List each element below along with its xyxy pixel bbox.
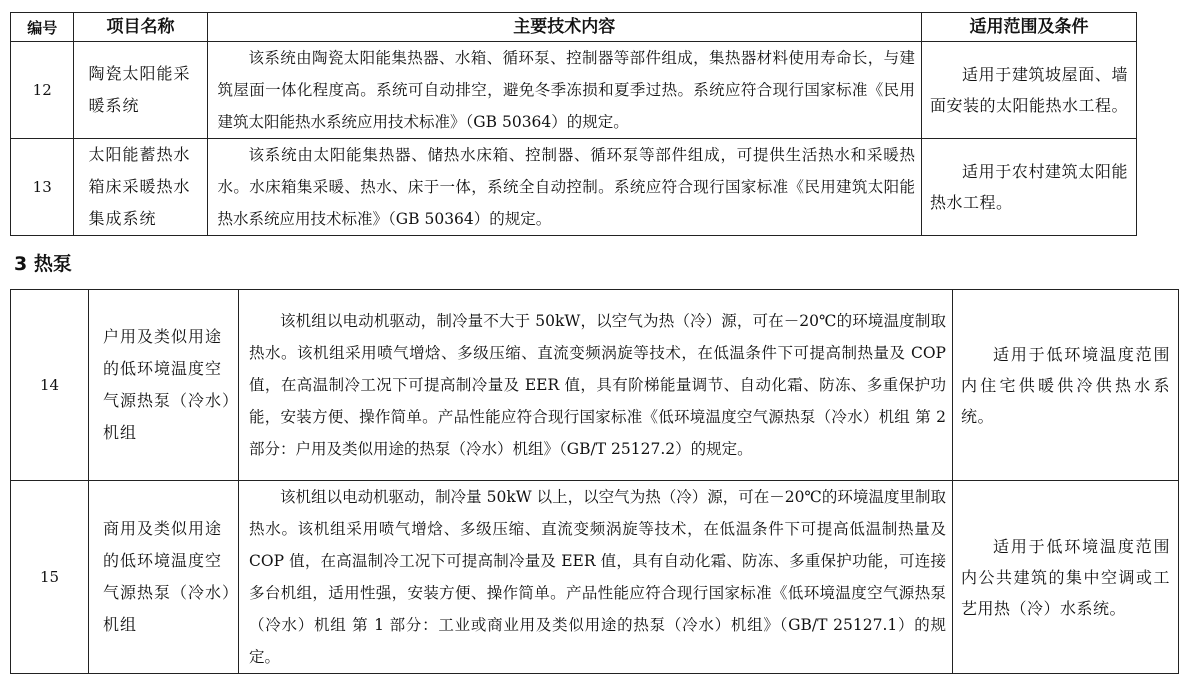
- header-content: 主要技术内容: [207, 13, 921, 42]
- row-name: 陶瓷太阳能采暖系统: [74, 42, 207, 139]
- row-id: 12: [11, 42, 74, 139]
- row-scope: 适用于农村建筑太阳能热水工程。: [922, 139, 1137, 236]
- row-scope: 适用于低环境温度范围内公共建筑的集中空调或工艺用热（冷）水系统。: [953, 481, 1179, 674]
- row-name: 商用及类似用途的低环境温度空气源热泵（冷水）机组: [89, 481, 239, 674]
- tech-table-heat-pump: [10, 289, 1179, 674]
- table-row: [11, 139, 1137, 236]
- header-scope: 适用范围及条件: [922, 13, 1137, 42]
- table-row: [11, 42, 1137, 139]
- row-id: 13: [11, 139, 74, 236]
- row-content: 该机组以电动机驱动，制冷量 50kW 以上，以空气为热（冷）源，可在－20℃的环境温度里制取热水。该机组采用喷气增焓、多级压缩、直流变频涡旋等技术，在低温条件下可提高低温制热量及 COP 值，在高温制冷工况下可提高制冷量及 EER 值，具有自动化霜、防冻、多重保护功能，可连接多台机组，适用性强，安装方便、操作简单。产品性能应符合现行国家标准《低环境温度空气源热泵（冷水）机组 第 1 部分：工业或商业用及类似用途的热泵（冷水）机组》（GB/T 25127.1）的规定。: [239, 481, 953, 674]
- row-scope: 适用于建筑坡屋面、墙面安装的太阳能热水工程。: [922, 42, 1137, 139]
- header-name: 项目名称: [74, 13, 207, 42]
- row-content: 该机组以电动机驱动，制冷量不大于 50kW，以空气为热（冷）源，可在－20℃的环境温度制取热水。该机组采用喷气增焓、多级压缩、直流变频涡旋等技术，在低温条件下可提高制热量及 COP 值，在高温制冷工况下可提高制冷量及 EER 值，具有阶梯能量调节、自动化霜、防冻、多重保护功能，安装方便、操作简单。产品性能应符合现行国家标准《低环境温度空气源热泵（冷水）机组 第 2 部分：户用及类似用途的热泵（冷水）机组》（GB/T 25127.2）的规定。: [239, 290, 953, 481]
- row-content: 该系统由陶瓷太阳能集热器、水箱、循环泵、控制器等部件组成，集热器材料使用寿命长，与建筑屋面一体化程度高。系统可自动排空，避免冬季冻损和夏季过热。系统应符合现行国家标准《民用建筑太阳能热水系统应用技术标准》（GB 50364）的规定。: [207, 42, 921, 139]
- table-header-row: [11, 13, 1137, 42]
- table-row: [11, 481, 1179, 674]
- row-id: 15: [11, 481, 89, 674]
- table-row: [11, 290, 1179, 481]
- row-scope: 适用于低环境温度范围内住宅供暖供冷供热水系统。: [953, 290, 1179, 481]
- row-name: 户用及类似用途的低环境温度空气源热泵（冷水）机组: [89, 290, 239, 481]
- tech-table-solar: [10, 12, 1137, 236]
- section-heading: 3 热泵: [14, 253, 72, 275]
- row-content: 该系统由太阳能集热器、储热水床箱、控制器、循环泵等部件组成，可提供生活热水和采暖热水。水床箱集采暖、热水、床于一体，系统全自动控制。系统应符合现行国家标准《民用建筑太阳能热水系统应用技术标准》（GB 50364）的规定。: [207, 139, 921, 236]
- row-name: 太阳能蓄热水箱床采暖热水集成系统: [74, 139, 207, 236]
- header-id: 编号: [11, 13, 74, 42]
- row-id: 14: [11, 290, 89, 481]
